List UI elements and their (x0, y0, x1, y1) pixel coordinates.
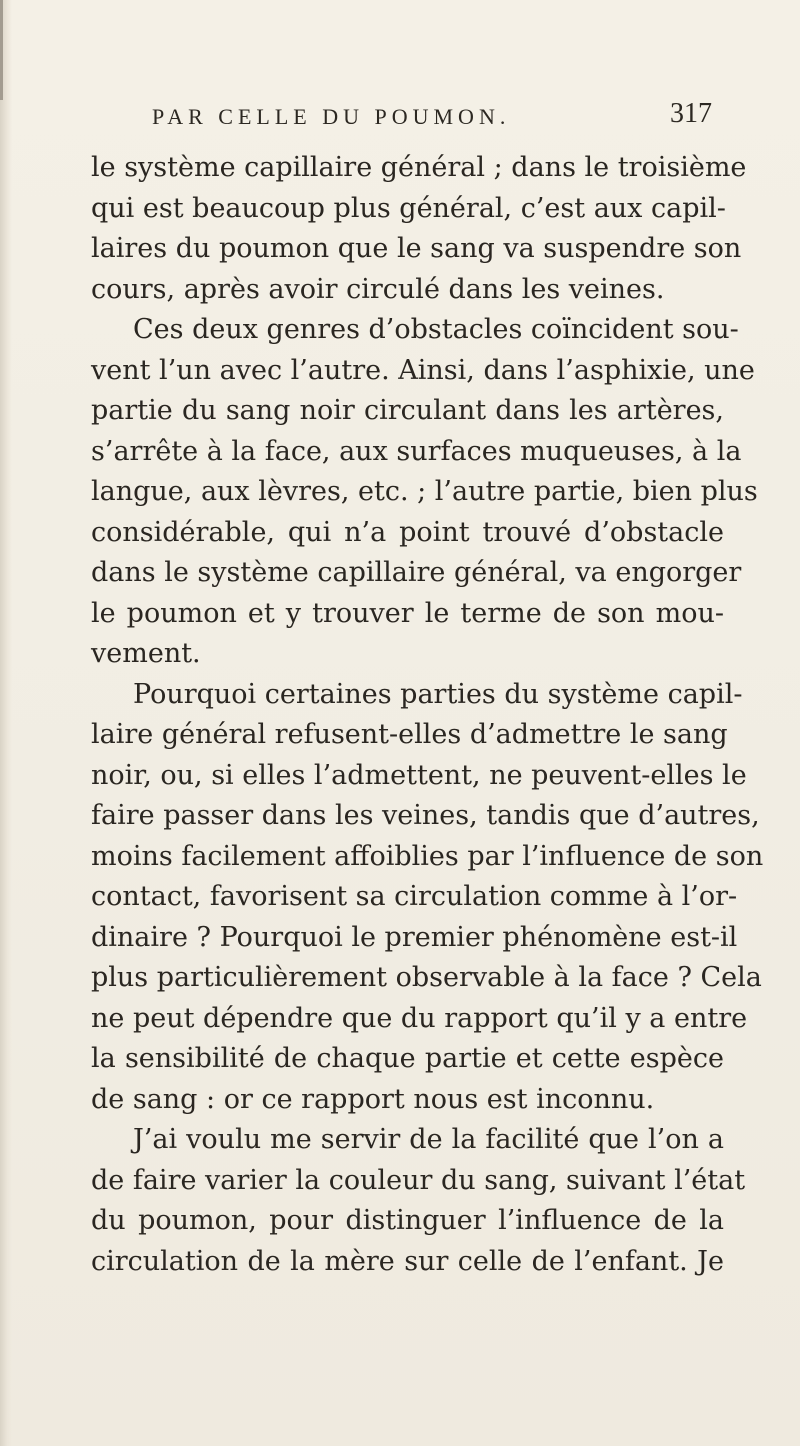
text-line: le système capillaire général ; dans le troisième (91, 152, 747, 183)
text-line: ne peut dépendre que du rapport qu’il y a entre (91, 1002, 748, 1034)
text-line: J’ai voulu me servir de la facilité que l’on a (133, 1124, 724, 1155)
running-head: PAR CELLE DU POUMON. (152, 104, 511, 129)
page-fold-mark (0, 0, 3, 100)
text-line: langue, aux lèvres, etc. ; l’autre partie, bien plus (91, 476, 758, 507)
text-line: Ces deux genres d’obstacles coïncident sou- (133, 314, 739, 345)
page-number: 317 (670, 98, 712, 129)
text-line: le poumon et y trouver le terme de son mou- (91, 597, 724, 629)
text-line: plus particulièrement observable à la face ? Cela (91, 962, 762, 993)
page-edge-shadow (0, 0, 12, 1446)
text-line: qui est beaucoup plus général, c’est aux capil- (91, 192, 726, 224)
text-line: laires du poumon que le sang va suspendre son (91, 233, 742, 264)
text-line: circulation de la mère sur celle de l’enfant. Je (91, 1245, 724, 1277)
text-line: dans le système capillaire général, va engorger (91, 557, 742, 588)
text-line: cours, après avoir circulé dans les veines. (91, 273, 665, 305)
text-line: contact, favorisent sa circulation comme à l’or- (91, 881, 738, 912)
body-text (91, 148, 764, 1282)
text-line: noir, ou, si elles l’admettent, ne peuvent-elles le (91, 759, 747, 791)
text-line: du poumon, pour distinguer l’influence de la (91, 1205, 724, 1236)
text-line: la sensibilité de chaque partie et cette espèce (91, 1043, 724, 1074)
text-line: considérable, qui n’a point trouvé d’obstacle (91, 516, 724, 548)
text-line: dinaire ? Pourquoi le premier phénomène est-il (91, 921, 738, 953)
text-line: moins facilement affoiblies par l’influence de son (91, 840, 764, 872)
text-line: de sang : or ce rapport nous est inconnu. (91, 1083, 655, 1115)
text-line: vement. (91, 638, 201, 669)
text-line: laire général refusent-elles d’admettre le sang (91, 719, 728, 750)
text-line: vent l’un avec l’autre. Ainsi, dans l’asphixie, une (91, 354, 755, 386)
text-line: faire passer dans les veines, tandis que d’autres, (91, 800, 760, 831)
text-line: Pourquoi certaines parties du système capil- (133, 678, 743, 710)
text-line: s’arrête à la face, aux surfaces muqueuses, à la (91, 435, 742, 467)
page-header (152, 98, 712, 138)
text-line: de faire varier la couleur du sang, suivant l’état (91, 1164, 746, 1196)
text-line: partie du sang noir circulant dans les artères, (91, 395, 724, 426)
